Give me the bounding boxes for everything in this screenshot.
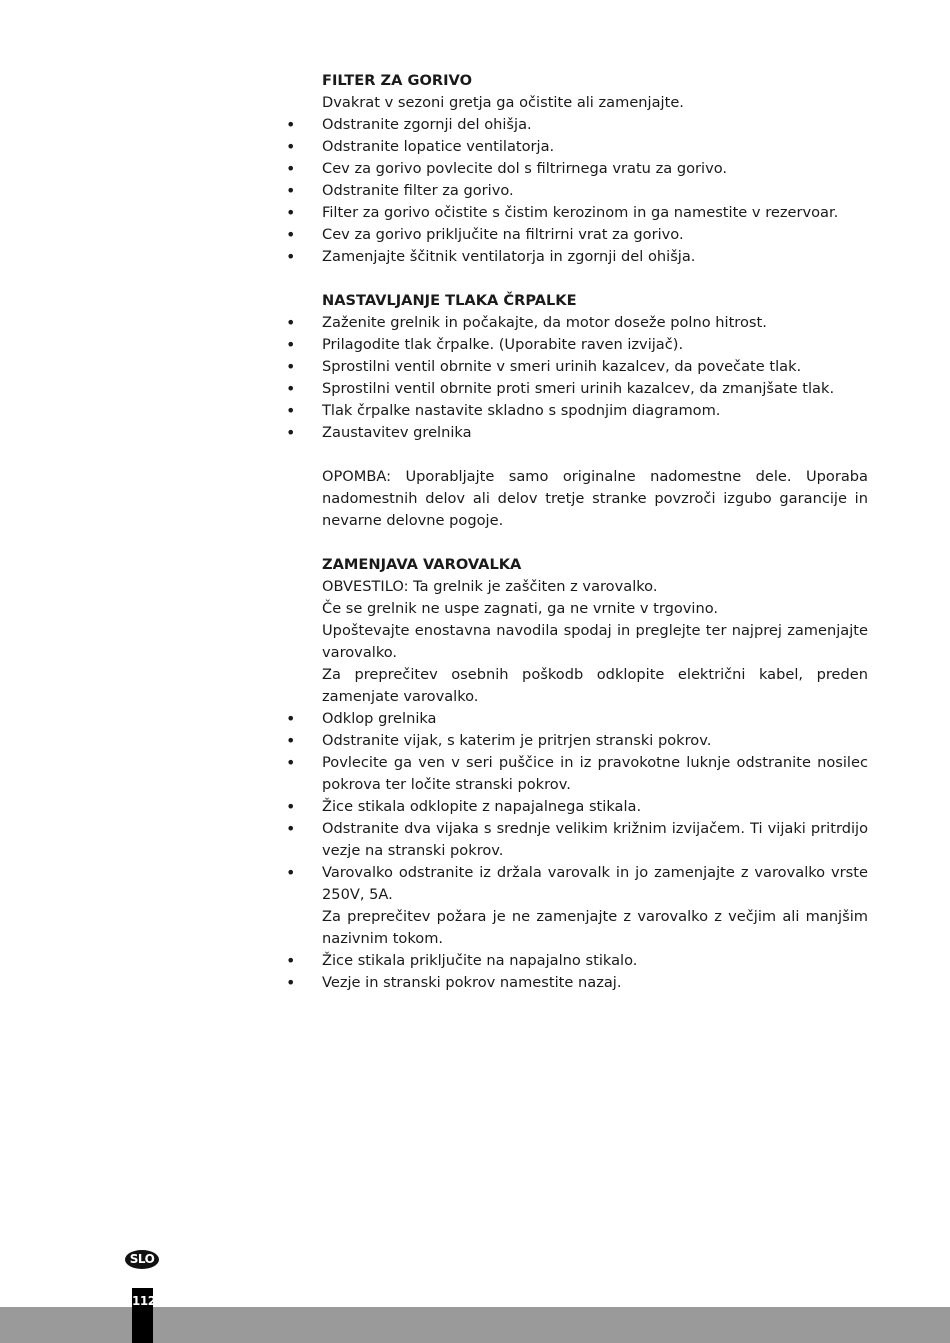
list-item: • Prilagodite tlak črpalke. (Uporabite raven izvijač). xyxy=(322,334,868,356)
list-item: • Cev za gorivo povlecite dol s filtrirnega vratu za gorivo. xyxy=(322,158,868,180)
list-item: • Odstranite dva vijaka s srednje velikim križnim izvijačem. Ti vijaki pritrdijo vezje na stranski pokrov. xyxy=(322,818,868,862)
list-item: • Sprostilni ventil obrnite v smeri urinih kazalcev, da povečate tlak. xyxy=(322,356,868,378)
list-item: • Vezje in stranski pokrov namestite nazaj. xyxy=(322,972,868,994)
list-item: • Odstranite vijak, s katerim je pritrjen stranski pokrov. xyxy=(322,730,868,752)
heading-fuse-replacement: ZAMENJAVA VAROVALKA xyxy=(322,556,522,573)
note-text: OPOMBA: Uporabljajte samo originalne nadomestne dele. Uporaba nadomestnih delov ali delov tretje stranke povzroči izgubo garancije in nevarne delovne pogoje. xyxy=(322,468,868,529)
fuse-para-1: Če se grelnik ne uspe zagnati, ga ne vrnite v trgovino. xyxy=(322,600,719,617)
list-item: • Žice stikala odklopite z napajalnega stikala. xyxy=(322,796,868,818)
section-note xyxy=(322,466,868,532)
list-item: • Povlecite ga ven v seri puščice in iz pravokotne luknje odstranite nosilec pokrova ter ločite stranski pokrov. xyxy=(322,752,868,796)
document-body xyxy=(322,70,868,1016)
list-item: • Filter za gorivo očistite s čistim kerozinom in ga namestite v rezervoar. xyxy=(322,202,868,224)
heading-fuel-filter: FILTER ZA GORIVO xyxy=(322,72,472,89)
list-item: • Odstranite zgornji del ohišja. xyxy=(322,114,868,136)
list-item: • Tlak črpalke nastavite skladno s spodnjim diagramom. xyxy=(322,400,868,422)
fuse-para-3: Za preprečitev osebnih poškodb odklopite električni kabel, preden zamenjate varovalko. xyxy=(322,666,868,705)
fuse-steps-after xyxy=(322,950,868,994)
fuse-notice: OBVESTILO: Ta grelnik je zaščiten z varovalko. xyxy=(322,578,658,595)
list-item: • Odstranite filter za gorivo. xyxy=(322,180,868,202)
list-item: • Zaženite grelnik in počakajte, da motor doseže polno hitrost. xyxy=(322,312,868,334)
list-item: • Zaustavitev grelnika xyxy=(322,422,868,444)
list-item: • Žice stikala priključite na napajalno stikalo. xyxy=(322,950,868,972)
section-fuel-filter xyxy=(322,70,868,268)
fuel-filter-intro: Dvakrat v sezoni gretja ga očistite ali zamenjajte. xyxy=(322,94,684,111)
list-item: • Varovalko odstranite iz držala varovalk in jo zamenjajte z varovalko vrste 250V, 5A. xyxy=(322,862,868,906)
page-number: 112 xyxy=(132,1294,156,1308)
pump-pressure-steps xyxy=(322,312,868,444)
fuel-filter-steps xyxy=(322,114,868,268)
list-item: • Sprostilni ventil obrnite proti smeri urinih kazalcev, da zmanjšate tlak. xyxy=(322,378,868,400)
section-fuse-replacement xyxy=(322,554,868,994)
fuse-warning: Za preprečitev požara je ne zamenjajte z varovalko z večjim ali manjšim nazivnim tokom. xyxy=(322,908,868,947)
language-badge: SLO xyxy=(125,1250,159,1269)
list-item: • Cev za gorivo priključite na filtrirni vrat za gorivo. xyxy=(322,224,868,246)
heading-pump-pressure: NASTAVLJANJE TLAKA ČRPALKE xyxy=(322,292,577,309)
list-item: • Odklop grelnika xyxy=(322,708,868,730)
list-item: • Zamenjajte ščitnik ventilatorja in zgornji del ohišja. xyxy=(322,246,868,268)
list-item: • Odstranite lopatice ventilatorja. xyxy=(322,136,868,158)
fuse-steps xyxy=(322,708,868,906)
fuse-para-2: Upoštevajte enostavna navodila spodaj in preglejte ter najprej zamenjajte varovalko. xyxy=(322,622,868,661)
section-pump-pressure xyxy=(322,290,868,444)
